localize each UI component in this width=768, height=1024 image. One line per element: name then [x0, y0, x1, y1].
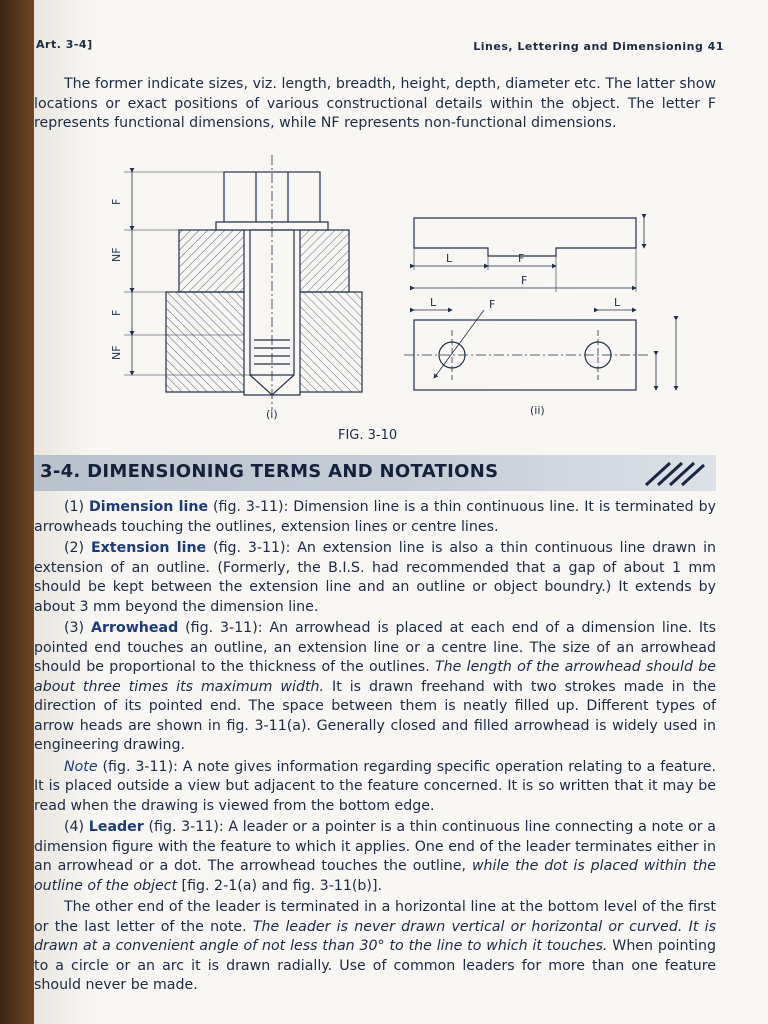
intro-text: The former indicate sizes, viz. length, breadth, height, depth, diameter etc. The latter show locations or exact positions of various constructional details within the object. The letter F represents functional dimensions, while NF represents non-functional dimensions. [34, 76, 716, 131]
p3-italic: The length of the arrowhead should be about three times its maximum width. [34, 659, 716, 695]
term-arrowhead: Arrowhead [90, 620, 179, 636]
paragraph-leader-end [34, 898, 716, 996]
book-spine [0, 0, 34, 1024]
p4-lead: (4) [64, 819, 89, 835]
p3-lead: (3) [64, 620, 91, 636]
term-note: Note [64, 758, 98, 775]
section-heading-bar [34, 455, 716, 491]
p5-text-a: The other end of the leader is terminated in a horizontal line at the bottom level of the first or the last letter of the note. [34, 899, 716, 935]
label-f-low: F [110, 309, 123, 316]
label-nf-low: NF [110, 345, 123, 360]
label-l-right: L [614, 296, 621, 309]
p2-lead: (2) [64, 540, 91, 556]
figure-3-10 [84, 150, 724, 450]
p4-italic: while the dot is placed within the outline of the object [34, 858, 716, 894]
p5-italic: The leader is never drawn vertical or horizontal or curved. It is drawn at a convenient angle of not less than 30° to the line to which it touches. [34, 918, 716, 954]
p3-text-a: (fig. 3-11): An arrowhead is placed at each end of a dimension line. Its pointed end touches an outline, an extension line or a centre line. The size of an arrowhead should be proportional to the thickness of the outlines. [34, 620, 717, 675]
p5-text-b: When pointing to a circle or an arc it is drawn radially. Use of common leaders for more than one feature should never be made. [34, 938, 716, 993]
plate-views [404, 218, 676, 390]
dimension-drawing [84, 150, 724, 450]
section-title: 3-4. DIMENSIONING TERMS AND NOTATIONS [40, 461, 499, 482]
p1-lead: (1) [64, 499, 89, 515]
p4-text-a: (fig. 3-11): A leader or a pointer is a thin continuous line connecting a note or a dimension figure with the feature to which it applies. One end of the leader terminates either in an arrowhead or a dot. The arrowhead touches the outline, [34, 819, 716, 874]
label-f-hole: F [489, 298, 496, 311]
header-chapter-title: Lines, Lettering and Dimensioning 41 [473, 40, 724, 53]
paragraph-extension-line [34, 539, 716, 617]
p3-text-b: It is drawn freehand with two strokes made in the direction of its pointed end. The space between them is neatly filled up. Different types of arrow heads are shown in fig. 3-11(a). Generally closed and filled arrowhead is widely used in engineering drawing. [34, 678, 716, 753]
bolt-assembly-view [124, 155, 362, 410]
figure-caption: FIG. 3-10 [338, 428, 398, 443]
label-l-top: L [446, 252, 453, 265]
label-f-step: F [518, 252, 525, 265]
p2-text: (fig. 3-11): An extension line is also a thin continuous line drawn in extension of an outline. (Formerly, the B.I.S. had recommended that a gap of about 1 mm should be kept between the extension line and an outline or object boundry.) It extends by about 3 mm beyond the dimension line. [34, 540, 717, 615]
section-emblem-icon [640, 457, 710, 489]
note-text: (fig. 3-11): A note gives information regarding specific operation relating to a feature. It is placed outside a view but adjacent to the feature concerned. It is so written that it may be read when the drawing is viewed from the bottom edge. [34, 758, 716, 814]
section-body [34, 498, 716, 998]
intro-paragraph [34, 75, 716, 134]
label-f-overall: F [521, 274, 528, 287]
paragraph-leader [34, 818, 716, 896]
paragraph-note [34, 758, 716, 817]
header-article-ref: Art. 3-4] [36, 38, 93, 51]
label-part-i: (i) [266, 408, 278, 421]
label-part-ii: (ii) [530, 404, 545, 417]
p1-text: (fig. 3-11): Dimension line is a thin continuous line. It is terminated by arrowheads touching the outlines, extension lines or centre lines. [34, 499, 716, 535]
paragraph-arrowhead [34, 619, 716, 756]
book-page [34, 0, 768, 1024]
term-extension-line: Extension line [90, 540, 207, 556]
running-header [34, 38, 724, 58]
label-f-top: F [110, 198, 123, 205]
term-leader: Leader [88, 819, 144, 835]
p4-text-b: [fig. 2-1(a) and fig. 3-11(b)]. [177, 877, 382, 894]
term-dimension-line: Dimension line [89, 499, 209, 515]
paragraph-dimension-line [34, 498, 716, 537]
label-nf-mid: NF [110, 247, 123, 262]
label-l-left: L [430, 296, 437, 309]
